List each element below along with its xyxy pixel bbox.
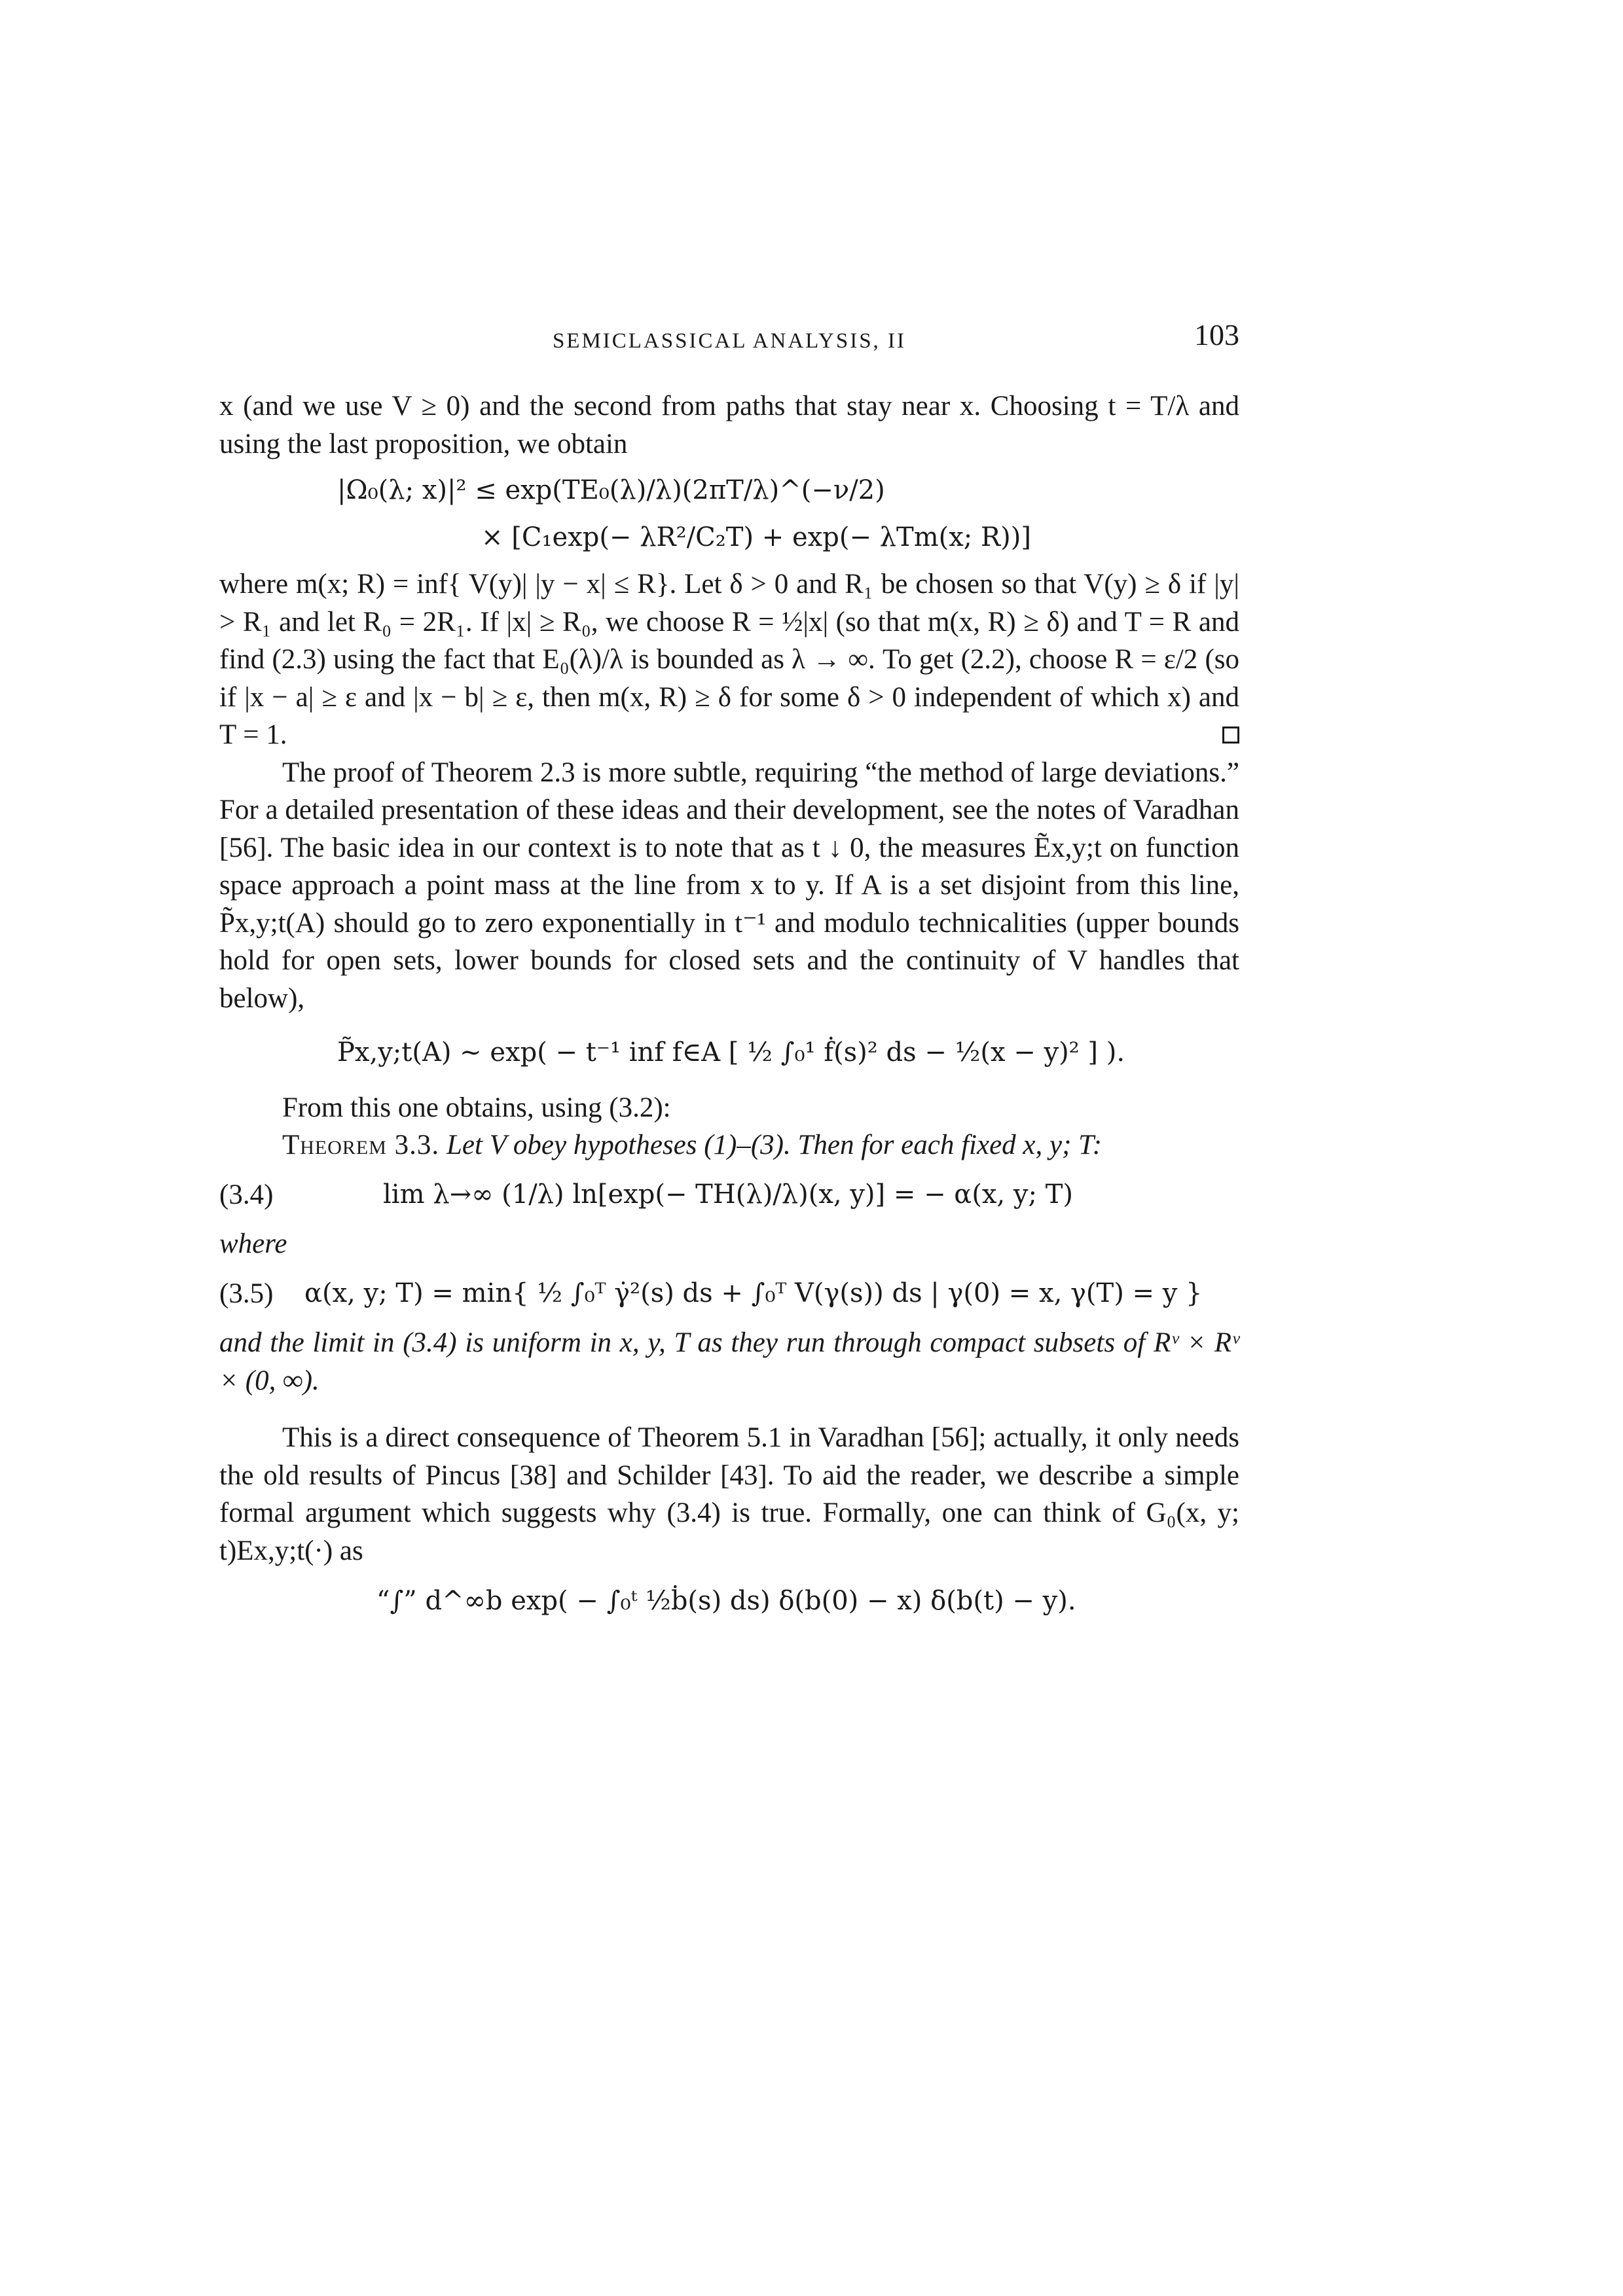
paragraph-4: From this one obtains, using (3.2): xyxy=(282,1092,671,1123)
where-label: where xyxy=(219,1229,287,1259)
equation-3-4 xyxy=(219,1176,1239,1214)
paragraph-3: The proof of Theorem 2.3 is more subtle, requiring “the method of large deviations.” For a detailed presentation of these ideas and their development, see the notes of Varadhan [56]. The basic idea in our context is to note that as t ↓ 0, the measures Ẽx,y;t on function space approach a point mass at the line from x to y. If A is a set disjoint from this line, P̃x,y;t(A) should go to zero exponentially in t⁻¹ and modulo technicalities (upper bounds hold for open sets, lower bounds for closed sets and the continuity of V handles that below), xyxy=(219,757,1239,1014)
spacer xyxy=(219,1399,1239,1419)
equation-bound-line1: |Ω₀(λ; x)|² ≤ exp(TE₀(λ)/λ)(2πT/λ)^(−ν/2) xyxy=(337,475,885,505)
equation-formal: “∫” d^∞b exp( − ∫₀ᵗ ½ḃ(s) ds) δ(b(0) − x) δ(b(t) − y). xyxy=(376,1586,1076,1616)
theorem-head: Theorem 3.3. xyxy=(282,1130,440,1160)
body-text xyxy=(219,387,1239,1630)
paragraph-5: This is a direct consequence of Theorem 5.1 in Varadhan [56]; actually, it only needs the old results of Pincus [38] and Schilder [43]. To aid the reader, we describe a simple formal argument which suggests why (3.4) is true. Formally, one can think of G₀(x, y; t)Ex,y;t(·) as xyxy=(219,1422,1239,1566)
equation-bound-line2: × [C₁exp(− λR²/C₂T) + exp(− λTm(x; R))] xyxy=(481,522,1031,552)
equation-large-deviation: P̃x,y;t(A) ~ exp( − t⁻¹ inf f∈A [ ½ ∫₀¹ ḟ(s)² ds − ½(x − y)² ] ). xyxy=(337,1037,1125,1067)
paragraph-2 xyxy=(219,565,1239,754)
theorem-3-3 xyxy=(219,1126,1239,1164)
equation-formula: lim λ→∞ (1/λ) ln[exp(− TH(λ)/λ)(x, y)] = − α(x, y; T) xyxy=(383,1179,1073,1210)
theorem-text: Let V obey hypotheses (1)–(3). Then for each fixed x, y; T: xyxy=(446,1130,1103,1160)
equation-number: (3.5) xyxy=(219,1278,274,1309)
qed-icon xyxy=(1222,726,1239,744)
page-header xyxy=(219,317,1239,363)
equation-formula: α(x, y; T) = min{ ½ ∫₀ᵀ γ̇²(s) ds + ∫₀ᵀ V(γ(s)) ds | γ(0) = x, γ(T) = y } xyxy=(304,1278,1203,1308)
paragraph-1: x (and we use V ≥ 0) and the second from paths that stay near x. Choosing t = T/λ and using the last proposition, we obtain xyxy=(219,391,1239,459)
equation-3-5 xyxy=(219,1275,1239,1313)
paragraph-2-text: where m(x; R) = inf{ V(y)| |y − x| ≤ R}. Let δ > 0 and R₁ be chosen so that V(y) ≥ δ if |y| > R₁ and let R₀ = 2R₁. If |x| ≥ R₀, we choose R = ½|x| (so that m(x, R) ≥ δ) and T = R and find (2.3) using the fact that E₀(λ)/λ is bounded as λ → ∞. To get (2.2), choose R = ε/2 (so if |x − a| ≥ ε and |x − b| ≥ ε, then m(x, R) ≥ δ for some δ > 0 independent of which x) and T = 1. xyxy=(219,569,1239,750)
equation-number: (3.4) xyxy=(219,1179,274,1210)
page-number: 103 xyxy=(1194,318,1239,351)
theorem-tail: and the limit in (3.4) is uniform in x, y, T as they run through compact subsets of Rᵛ × Rᵛ × (0, ∞). xyxy=(219,1327,1239,1396)
running-head: SEMICLASSICAL ANALYSIS, II xyxy=(552,329,907,353)
